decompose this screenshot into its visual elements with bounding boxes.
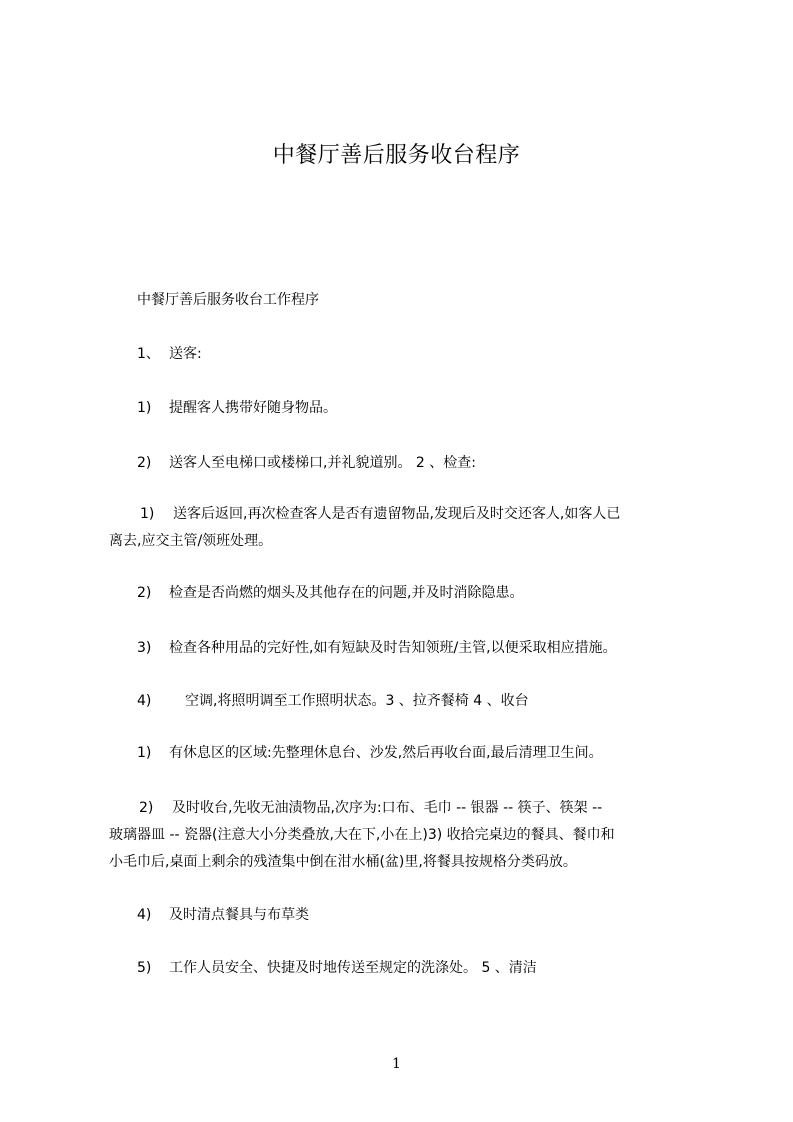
section-heading: 中餐厅善后服务收台工作程序 [137, 292, 319, 308]
document-title: 中餐厅善后服务收台程序 [272, 143, 521, 168]
item-number: 1) [137, 745, 152, 761]
list-item [137, 396, 337, 420]
item-text: 及时收台,先收无油渍物品,次序为:口布、毛巾 -- 银器 -- 筷子、筷架 -- [172, 800, 603, 816]
item-text: 检查各种用品的完好性,如有短缺及时告知领班/主管,以便采取相应措施。 [169, 640, 617, 656]
list-item-continuation: 玻璃器皿 -- 瓷器(注意大小分类叠放,大在下,小在上)3) 收拾完桌边的餐具、餐巾和 [109, 827, 615, 843]
list-item-continuation: 小毛巾后,桌面上剩余的残渣集中倒在泔水桶(盆)里,将餐具按规格分类码放。 [109, 854, 577, 870]
item-number: 4) [137, 907, 152, 923]
list-item [137, 741, 603, 765]
page-number: 1 [392, 1056, 401, 1072]
list-item [139, 796, 700, 820]
list-item [137, 956, 537, 980]
list-item [140, 502, 700, 526]
list-item-continuation: 离去,应交主管/领班处理。 [109, 533, 273, 549]
list-item [137, 903, 309, 927]
item-text: 有休息区的区域:先整理休息台、沙发,然后再收台面,最后清理卫生间。 [169, 745, 603, 761]
item-number: 2) [137, 585, 152, 601]
item-text: 工作人员安全、快捷及时地传送至规定的洗涤处。 5 、清洁 [169, 960, 537, 976]
list-item [137, 689, 529, 713]
list-item [137, 342, 202, 366]
list-item [137, 581, 523, 605]
item-number: 1、 [137, 346, 160, 362]
list-item [137, 636, 617, 660]
item-number: 1) [140, 506, 155, 522]
item-text: 送客人至电梯口或楼梯口,并礼貌道别。 2 、检查: [169, 455, 476, 471]
item-text: 送客: [169, 346, 202, 362]
item-number: 1) [137, 400, 152, 416]
list-item [137, 451, 476, 475]
item-number: 4) [137, 693, 152, 709]
item-text: 送客后返回,再次检查客人是否有遗留物品,发现后及时交还客人,如客人已 [173, 506, 621, 522]
item-number: 2) [139, 800, 154, 816]
item-number: 5) [137, 960, 152, 976]
item-text: 提醒客人携带好随身物品。 [169, 400, 337, 416]
item-text: 检查是否尚燃的烟头及其他存在的问题,并及时消除隐患。 [169, 585, 524, 601]
item-number: 2) [137, 455, 152, 471]
item-text: 空调,将照明调至工作照明状态。3 、拉齐餐椅 4 、收台 [185, 693, 529, 709]
item-text: 及时清点餐具与布草类 [169, 907, 309, 923]
item-number: 3) [137, 640, 152, 656]
